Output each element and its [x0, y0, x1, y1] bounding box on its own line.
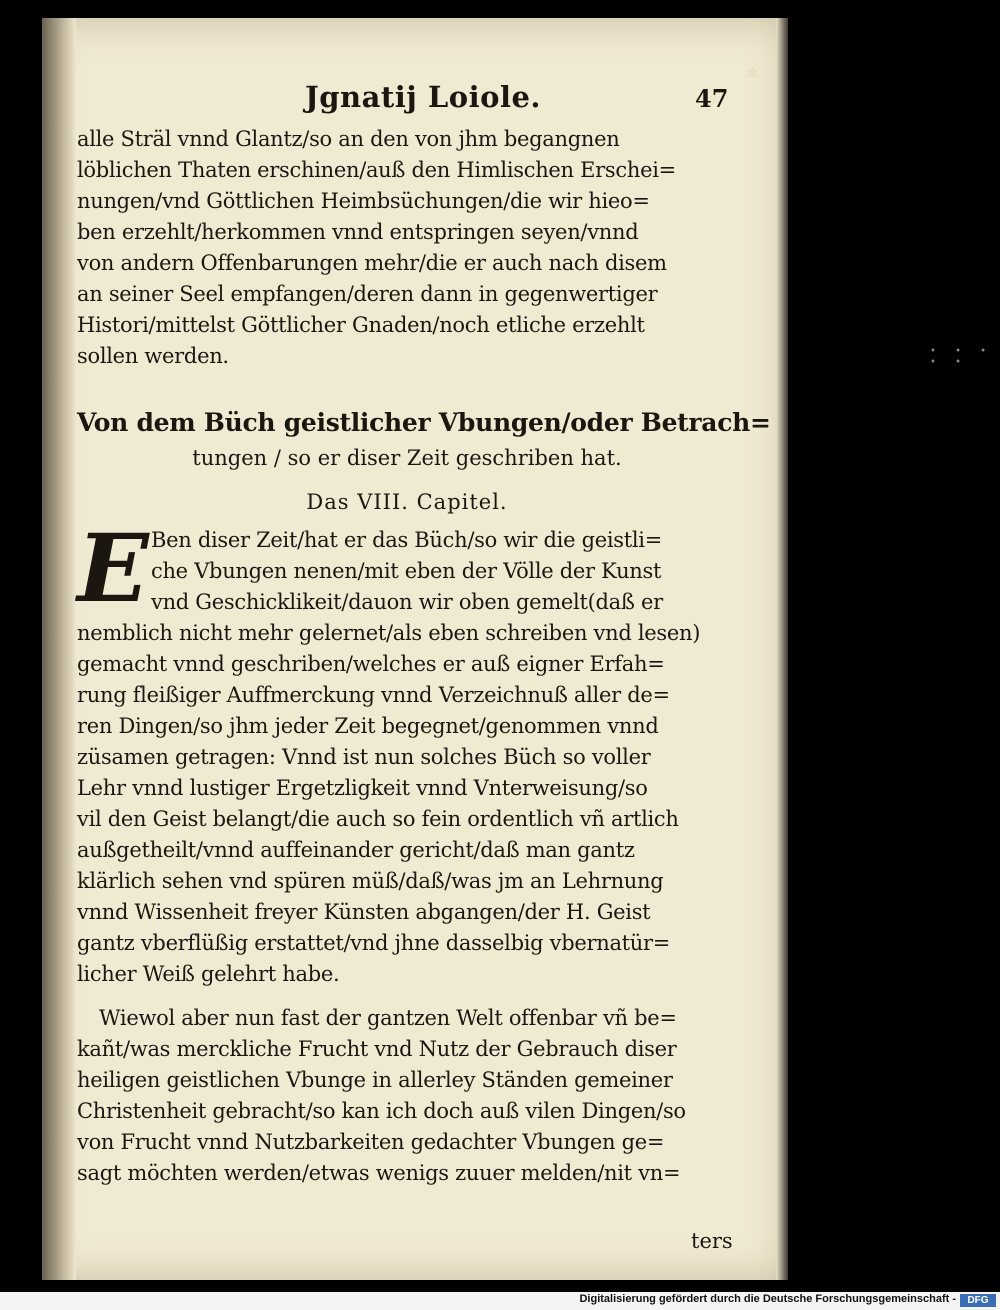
- text-line: von Frucht vnnd Nutzbarkeiten gedachter Vbungen ge=: [77, 1130, 665, 1154]
- text-line: sollen werden.: [77, 344, 229, 368]
- text-line: Christenheit gebracht/so kan ich doch auß vilen Dingen/so: [77, 1099, 686, 1123]
- text-line: ren Dingen/so jhm jeder Zeit begegnet/genommen vnnd: [77, 714, 659, 738]
- text-line: von andern Offenbarungen mehr/die er auch nach disem: [77, 251, 667, 275]
- page-number: 47: [695, 84, 729, 113]
- text-line: gantz vberflüßig erstattet/vnd jhne dasselbig vbernatür=: [77, 931, 671, 955]
- text-line: Wiewol aber nun fast der gantzen Welt offenbar vñ be=: [99, 1006, 677, 1030]
- footer-credit: Digitalisierung gefördert durch die Deutsche Forschungsgemeinschaft -: [579, 1293, 956, 1305]
- dfg-logo: DFG: [960, 1294, 996, 1307]
- heading-line: Von dem Büch geistlicher Vbungen/oder Betrach=: [77, 408, 771, 437]
- drop-cap: E: [77, 514, 149, 624]
- digitization-footer: [0, 1292, 1000, 1310]
- text-line: ben erzehlt/herkommen vnnd entspringen seyen/vnnd: [77, 220, 639, 244]
- text-line: klärlich sehen vnd spüren müß/daß/was jm an Lehrnung: [77, 869, 664, 893]
- text-line: vnd Geschicklikeit/dauon wir oben gemelt(daß er: [151, 590, 663, 614]
- page-gutter: [42, 18, 76, 1280]
- paragraph: [77, 1003, 737, 1189]
- page-edge: [776, 18, 788, 1280]
- text-line: sagt möchten werden/etwas wenigs zuuer melden/nit vn=: [77, 1161, 681, 1185]
- text-line: züsamen getragen: Vnnd ist nun solches Büch so voller: [77, 745, 651, 769]
- running-title: Jgnatij Loiole.: [305, 80, 542, 114]
- text-line: vil den Geist belangt/die auch so fein ordentlich vñ artlich: [77, 807, 679, 831]
- opening-paragraph: [77, 124, 737, 372]
- text-line: licher Weiß gelehrt habe.: [77, 962, 340, 986]
- dotted-line: • • • • •: [930, 346, 995, 368]
- text-line: Lehr vnnd lustiger Ergetzligkeit vnnd Vnterweisung/so: [77, 776, 648, 800]
- text-line: che Vbungen nenen/mit eben der Völle der Kunst: [151, 559, 662, 583]
- text-line: alle Sträl vnnd Glantz/so an den von jhm begangnen: [77, 127, 620, 151]
- chapter-title: Das VIII. Capitel.: [306, 490, 508, 514]
- catchword: ters: [691, 1229, 733, 1253]
- running-head: [77, 78, 737, 118]
- text-line: außgetheilt/vnnd auffeinander gericht/daß man gantz: [77, 838, 635, 862]
- text-line: kañt/was merckliche Frucht vnd Nutz der Gebrauch diser: [77, 1037, 677, 1061]
- text-line: heiligen geistlichen Vbunge in allerley Ständen gemeiner: [77, 1068, 673, 1092]
- text-line: gemacht vnnd geschriben/welches er auß eigner Erfah=: [77, 652, 665, 676]
- heading-line: tungen / so er diser Zeit geschriben hat.: [192, 446, 622, 470]
- chapter-body: [77, 514, 737, 1253]
- text-line: vnnd Wissenheit freyer Künsten abgangen/der H. Geist: [77, 900, 651, 924]
- mark-icon: ✱: [746, 64, 760, 83]
- text-line: nungen/vnd Göttlichen Heimbsüchungen/die wir hieo=: [77, 189, 650, 213]
- text-line: Ben diser Zeit/hat er das Büch/so wir die geistli=: [151, 528, 663, 552]
- text-line: nemblich nicht mehr gelernet/als eben schreiben vnd lesen): [77, 621, 701, 645]
- book-page: [42, 18, 788, 1280]
- section-heading: [77, 404, 771, 474]
- paragraph: [77, 525, 737, 990]
- text-line: löblichen Thaten erschinen/auß den Himlischen Erschei=: [77, 158, 676, 182]
- text-line: Histori/mittelst Göttlicher Gnaden/noch etliche erzehlt: [77, 313, 645, 337]
- text-line: an seiner Seel empfangen/deren dann in gegenwertiger: [77, 282, 658, 306]
- text-line: rung fleißiger Auffmerckung vnnd Verzeichnuß aller de=: [77, 683, 670, 707]
